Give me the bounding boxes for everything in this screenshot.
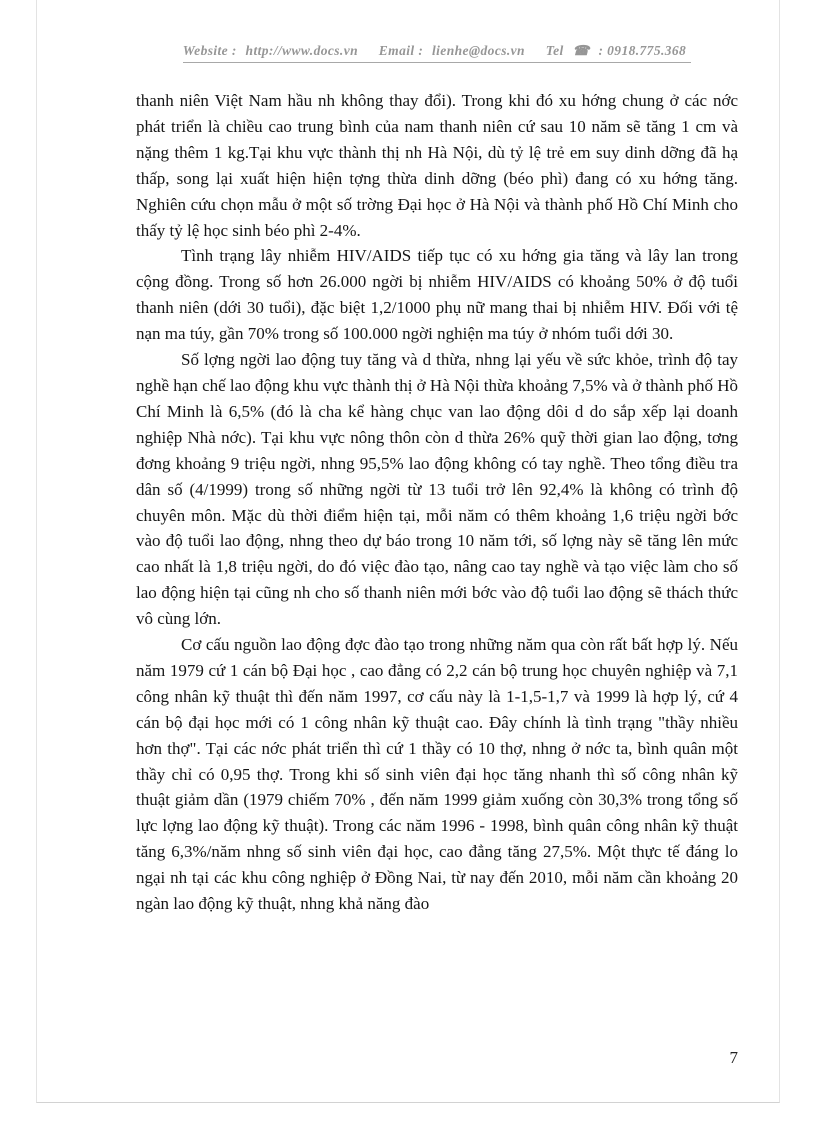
paragraph-training-structure: Cơ cấu nguồn lao động đợc đào tạo trong những năm qua còn rất bất hợp lý. Nếu năm 1979 cứ 1 cán bộ Đại học , cao đẳng có 2,2 cán bộ trung học chuyên nghiệp và 7,1 công nhân kỹ thuật thì đến năm 1997, cơ cấu này là 1-1,5-1,7 và 1999 là hợp lý, cứ 4 cán bộ đại học mới có 1 công nhân kỹ thuật cao. Đây chính là tình trạng "thầy nhiều hơn thợ". Tại các nớc phát triển thì cứ 1 thầy có 10 thợ, nhng ở nớc ta, bình quân một thầy chỉ có 0,95 thợ. Trong khi số sinh viên đại học tăng nhanh thì số công nhân kỹ thuật giảm dần (1979 chiếm 70% , đến năm 1999 giảm xuống còn 30,3% trong tổng số lực lợng lao động kỹ thuật). Trong các năm 1996 - 1998, bình quân công nhân kỹ thuật tăng 6,3%/năm nhng số sinh viên đại học, cao đẳng tăng 27,5%. Một thực tế đáng lo ngại nh tại các khu công nghiệp ở Đồng Nai, từ nay đến 2010, mỗi năm cần khoảng 20 ngàn lao động kỹ thuật, nhng khả năng đào	[136, 635, 738, 914]
paragraph-continuation: thanh niên Việt Nam hầu nh không thay đổi). Trong khi đó xu hớng chung ở các nớc phát triển là chiều cao trung bình của nam thanh niên cứ sau 10 năm sẽ tăng 1 cm và nặng thêm 1 kg.Tại khu vực thành thị nh Hà Nội, dù tỷ lệ trẻ em suy dinh dỡng đã hạ thấp, song lại xuất hiện hiện tợng thừa dinh dỡng (béo phì) đang có xu hớng tăng. Nghiên cứu chọn mẫu ở một số trờng Đại học ở Hà Nội và thành phố Hồ Chí Minh cho thấy tỷ lệ học sinh béo phì 2-4%.	[136, 91, 738, 240]
email-label: Email :	[378, 43, 424, 58]
tel-value: : 0918.775.368	[598, 43, 687, 58]
website-url: http://www.docs.vn	[245, 43, 358, 58]
document-body	[136, 88, 738, 917]
phone-icon: ☎	[572, 43, 590, 58]
page-header	[136, 42, 738, 63]
contact-info-line	[183, 43, 691, 63]
tel-label: Tel	[545, 43, 564, 58]
website-label: Website :	[182, 43, 237, 58]
page-number: 7	[729, 1048, 738, 1067]
paragraph-hiv-aids: Tình trạng lây nhiễm HIV/AIDS tiếp tục có xu hớng gia tăng và lây lan trong cộng đồng. Trong số hơn 26.000 ngời bị nhiễm HIV/AIDS có khoảng 50% ở độ tuổi thanh niên (dới 30 tuổi), đặc biệt 1,2/1000 phụ nữ mang thai bị nhiễm HIV. Đối với tệ nạn ma túy, gần 70% trong số 100.000 ngời nghiện ma túy ở nhóm tuổi dới 30.	[136, 246, 738, 344]
page-footer	[136, 1048, 738, 1068]
email-value: lienhe@docs.vn	[432, 43, 525, 58]
paragraph-labor-force: Số lợng ngời lao động tuy tăng và d thừa, nhng lại yếu về sức khỏe, trình độ tay nghề hạn chế lao động khu vực thành thị ở Hà Nội thừa khoảng 7,5% và ở thành phố Hồ Chí Minh là 6,5% (đó là cha kể hàng chục van lao động dôi d do sắp xếp lại doanh nghiệp Nhà nớc). Tại khu vực nông thôn còn d thừa 26% quỹ thời gian lao động, tơng đơng khoảng 9 triệu ngời, nhng 95,5% lao động không có tay nghề. Theo tổng điều tra dân số (4/1999) trong số những ngời từ 13 tuổi trở lên 92,4% là không có trình độ chuyên môn. Mặc dù thời điểm hiện tại, mỗi năm có thêm khoảng 1,6 triệu ngời bớc vào độ tuổi lao động, nhng theo dự báo trong 10 năm tới, số lợng này sẽ tăng lên mức cao nhất là 1,8 triệu ngời, do đó việc đào tạo, nâng cao tay nghề và tạo việc làm cho số lao động hiện tại cũng nh cho số thanh niên mới bớc vào độ tuổi lao động sẽ thách thức vô cùng lớn.	[136, 350, 739, 629]
